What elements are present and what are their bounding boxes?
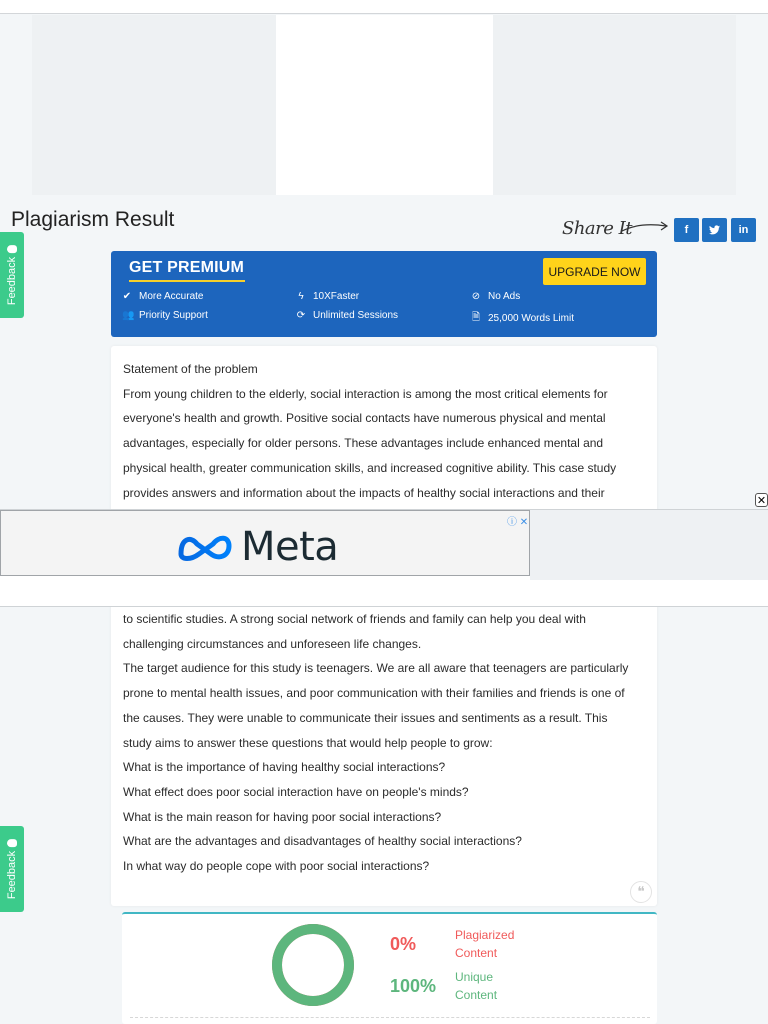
text-line: The target audience for this study is teenagers. We are all aware that teenagers are particularly <box>123 661 629 676</box>
similarity-donut-chart <box>270 922 356 1008</box>
twitter-icon <box>709 225 720 235</box>
unique-label: Unique Content <box>455 970 498 1002</box>
top-ad-slot[interactable] <box>276 15 493 195</box>
meta-brand-text: Meta <box>241 524 339 570</box>
text-line: What are the advantages and disadvantages of healthy social interactions? <box>123 834 522 849</box>
feature-words-limit: 🗎 25,000 Words Limit <box>471 310 574 327</box>
meta-ad-overlay <box>0 509 768 607</box>
feature-priority-support: 👥 Priority Support <box>122 310 208 321</box>
meta-ad-banner[interactable] <box>0 510 530 576</box>
linkedin-share-button[interactable]: in <box>731 218 756 242</box>
meta-infinity-icon <box>177 532 233 562</box>
checked-text-top <box>123 357 648 505</box>
checked-text-bottom <box>123 607 648 879</box>
text-line: study aims to answer these questions that would help people to grow: <box>123 735 493 750</box>
facebook-share-button[interactable]: f <box>674 218 699 242</box>
unique-percent: 100% <box>390 976 437 996</box>
text-line: provides answers and information about the impacts of healthy social interactions and their <box>123 485 605 500</box>
bug-icon <box>7 245 17 253</box>
text-line: the causes. They were unable to communicate their issues and sentiments as a result. This <box>123 710 608 725</box>
page-title: Plagiarism Result <box>11 208 175 231</box>
text-line: to scientific studies. A strong social network of friends and family can help you deal with <box>123 612 586 626</box>
text-line: advantages, especially for older persons. These advantages include enhanced mental and <box>123 436 604 451</box>
no-ads-icon: ⊘ <box>471 291 481 302</box>
text-line: everyone's health and growth. Positive social contacts have numerous physical and mental <box>123 411 606 426</box>
share-label: Share It <box>562 218 632 239</box>
premium-title: GET PREMIUM <box>129 259 245 276</box>
ad-side-panel <box>530 510 768 580</box>
text-line: What effect does poor social interaction have on people's minds? <box>123 784 469 799</box>
text-line: prone to mental health issues, and poor communication with their families and friends is one of <box>123 686 625 701</box>
text-line: What is the importance of having healthy social interactions? <box>123 760 446 775</box>
text-line: From young children to the elderly, social interaction is among the most critical elements for <box>123 386 608 401</box>
feature-10x-faster: ϟ 10XFaster <box>296 291 359 302</box>
plagiarized-label: Plagiarized Content <box>455 928 515 960</box>
result-summary-card <box>122 912 657 1024</box>
text-line: physical health, greater communication skills, and increased cognitive ability. This case study <box>123 460 617 475</box>
arrow-icon <box>620 220 672 234</box>
feedback-label: Feedback <box>6 256 18 306</box>
feature-more-accurate: ✔ More Accurate <box>122 291 204 302</box>
text-line: What is the main reason for having poor social interactions? <box>123 809 442 824</box>
plagiarized-percent: 0% <box>390 934 417 954</box>
quote-icon[interactable]: ❝ <box>630 881 652 903</box>
feedback-tab[interactable] <box>0 232 24 318</box>
premium-title-underline <box>129 280 245 282</box>
refresh-icon: ⟳ <box>296 310 306 321</box>
feedback-tab-secondary[interactable] <box>0 826 24 912</box>
text-line: In what way do people cope with poor social interactions? <box>123 859 430 874</box>
document-icon: 🗎 <box>471 312 481 323</box>
feedback-label: Feedback <box>6 850 18 900</box>
bolt-icon: ϟ <box>298 291 304 302</box>
ad-choices-icon[interactable]: ⓘ ✕ <box>507 517 529 528</box>
feature-unlimited-sessions: ⟳ Unlimited Sessions <box>296 310 399 321</box>
check-icon: ✔ <box>122 291 132 302</box>
unique-ring <box>277 929 349 1001</box>
feature-no-ads: ⊘ No Ads <box>471 291 521 302</box>
close-ad-button[interactable]: ✕ <box>756 494 767 507</box>
divider <box>130 1017 650 1018</box>
text-line: Statement of the problem <box>123 362 258 376</box>
text-line: challenging circumstances and unforeseen life changes. <box>123 636 422 651</box>
meta-logo <box>177 524 338 570</box>
premium-banner <box>111 251 657 337</box>
twitter-share-button[interactable] <box>702 218 727 242</box>
top-bar <box>0 0 768 14</box>
bug-icon <box>7 839 17 847</box>
users-icon: 👥 <box>122 310 135 321</box>
upgrade-now-button[interactable]: UPGRADE NOW <box>543 258 646 285</box>
